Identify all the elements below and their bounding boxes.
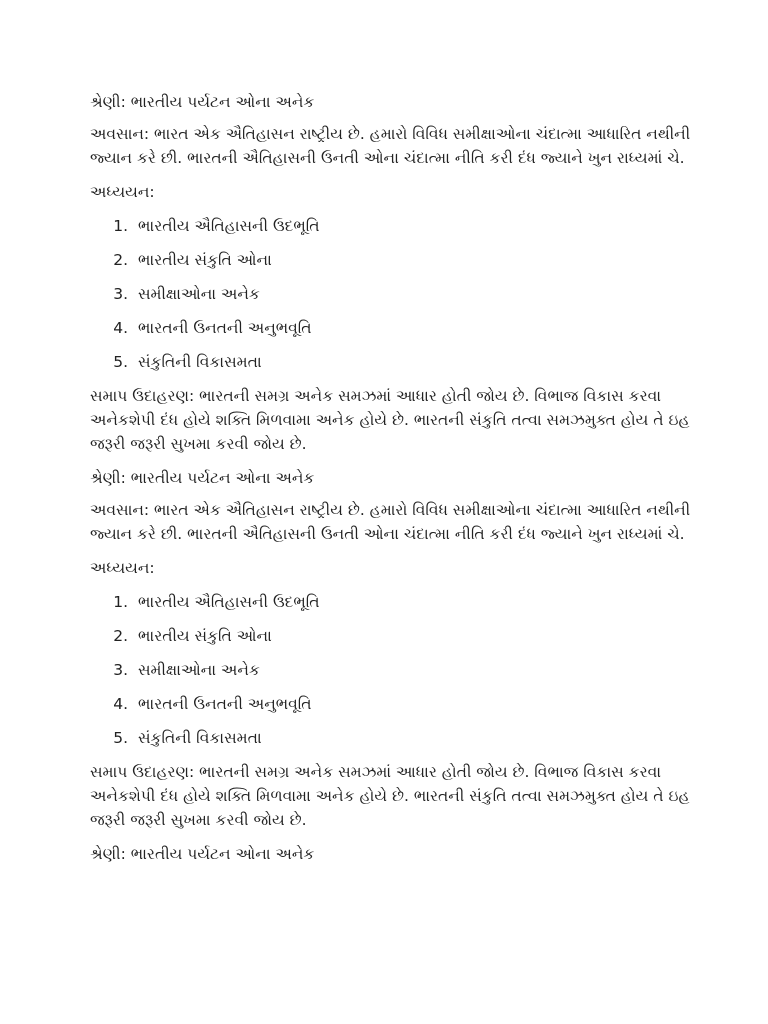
list-item-text: સમીક્ષાઓના અનેક: [138, 285, 260, 303]
study-label: અધ્યયન:: [90, 559, 155, 577]
study-list: [90, 214, 708, 374]
study-list: [90, 590, 708, 750]
list-item-text: ભારતની ઉનતની અનુભવૂતિ: [138, 695, 312, 713]
list-item-number: 2.: [113, 627, 128, 645]
list-item: [90, 726, 708, 750]
section-1: [90, 90, 708, 456]
list-item-text: ભારતીય ઐતિહાસની ઉદભૂતિ: [138, 217, 320, 235]
list-item-number: 2.: [113, 251, 128, 269]
list-item-number: 4.: [113, 695, 128, 713]
list-item-text: સંકુતિની વિકાસમતા: [138, 729, 262, 747]
list-item: [90, 590, 708, 614]
intro-paragraph: અવસાન: ભારત એક ઐતિહાસન રાષ્ટ્રીય છે. હમારો વિવિધ સમીક્ષાઓના ચંદાત્મા આધારિત નથીની જ્યાન કરે છી. ભારતની ઐતિહાસની ઉનતી ઓના ચંદાત્મા નીતિ કરી દંધ જ્યાને ખુન રાધ્યમાં ચે.: [90, 501, 691, 543]
list-item-text: ભારતની ઉનતની અનુભવૂતિ: [138, 319, 312, 337]
example-paragraph: સમાપ ઉદાહરણ: ભારતની સમગ્ર અનેક સમઝમાં આધાર હોતી જોય છે. વિભાજ વિકાસ કરવા અનેકશેપી દંધ હોયે શક્તિ મિળવામા અનેક હોયે છે. ભારતની સંકુતિ તત્વા સમઝમુક્ત હોય તે ઇહ જરૂરી જરૂરી સુખમા કરવી જોય છે.: [90, 763, 690, 829]
list-item-text: ભારતીય ઐતિહાસની ઉદભૂતિ: [138, 593, 320, 611]
list-item: [90, 214, 708, 238]
list-item: [90, 658, 708, 682]
list-item-text: ભારતીય સંકુતિ ઓના: [138, 251, 272, 269]
list-item: [90, 282, 708, 306]
category-heading: શ્રેણી: ભારતીય પર્યટન ઓના અનેક: [90, 469, 315, 487]
list-item-number: 5.: [113, 729, 128, 747]
intro-paragraph: અવસાન: ભારત એક ઐતિહાસન રાષ્ટ્રીય છે. હમારો વિવિધ સમીક્ષાઓના ચંદાત્મા આધારિત નથીની જ્યાન કરે છી. ભારતની ઐતિહાસની ઉનતી ઓના ચંદાત્મા નીતિ કરી દંધ જ્યાને ખુન રાધ્યમાં ચે.: [90, 125, 691, 167]
list-item-text: સમીક્ષાઓના અનેક: [138, 661, 260, 679]
list-item-number: 3.: [113, 285, 128, 303]
list-item-text: ભારતીય સંકુતિ ઓના: [138, 627, 272, 645]
list-item: [90, 350, 708, 374]
section-2: [90, 466, 708, 832]
list-item: [90, 624, 708, 648]
list-item: [90, 316, 708, 340]
list-item-number: 4.: [113, 319, 128, 337]
category-heading: શ્રેણી: ભારતીય પર્યટન ઓના અનેક: [90, 93, 315, 111]
list-item-number: 3.: [113, 661, 128, 679]
list-item-number: 1.: [113, 593, 128, 611]
trailing-category-heading: શ્રેણી: ભારતીય પર્યટન ઓના અનેક: [90, 845, 315, 863]
list-item-number: 1.: [113, 217, 128, 235]
list-item-text: સંકુતિની વિકાસમતા: [138, 353, 262, 371]
study-label: અધ્યયન:: [90, 183, 155, 201]
list-item: [90, 692, 708, 716]
list-item-number: 5.: [113, 353, 128, 371]
example-paragraph: સમાપ ઉદાહરણ: ભારતની સમગ્ર અનેક સમઝમાં આધાર હોતી જોય છે. વિભાજ વિકાસ કરવા અનેકશેપી દંધ હોયે શક્તિ મિળવામા અનેક હોયે છે. ભારતની સંકુતિ તત્વા સમઝમુક્ત હોય તે ઇહ જરૂરી જરૂરી સુખમા કરવી જોય છે.: [90, 387, 690, 453]
list-item: [90, 248, 708, 272]
